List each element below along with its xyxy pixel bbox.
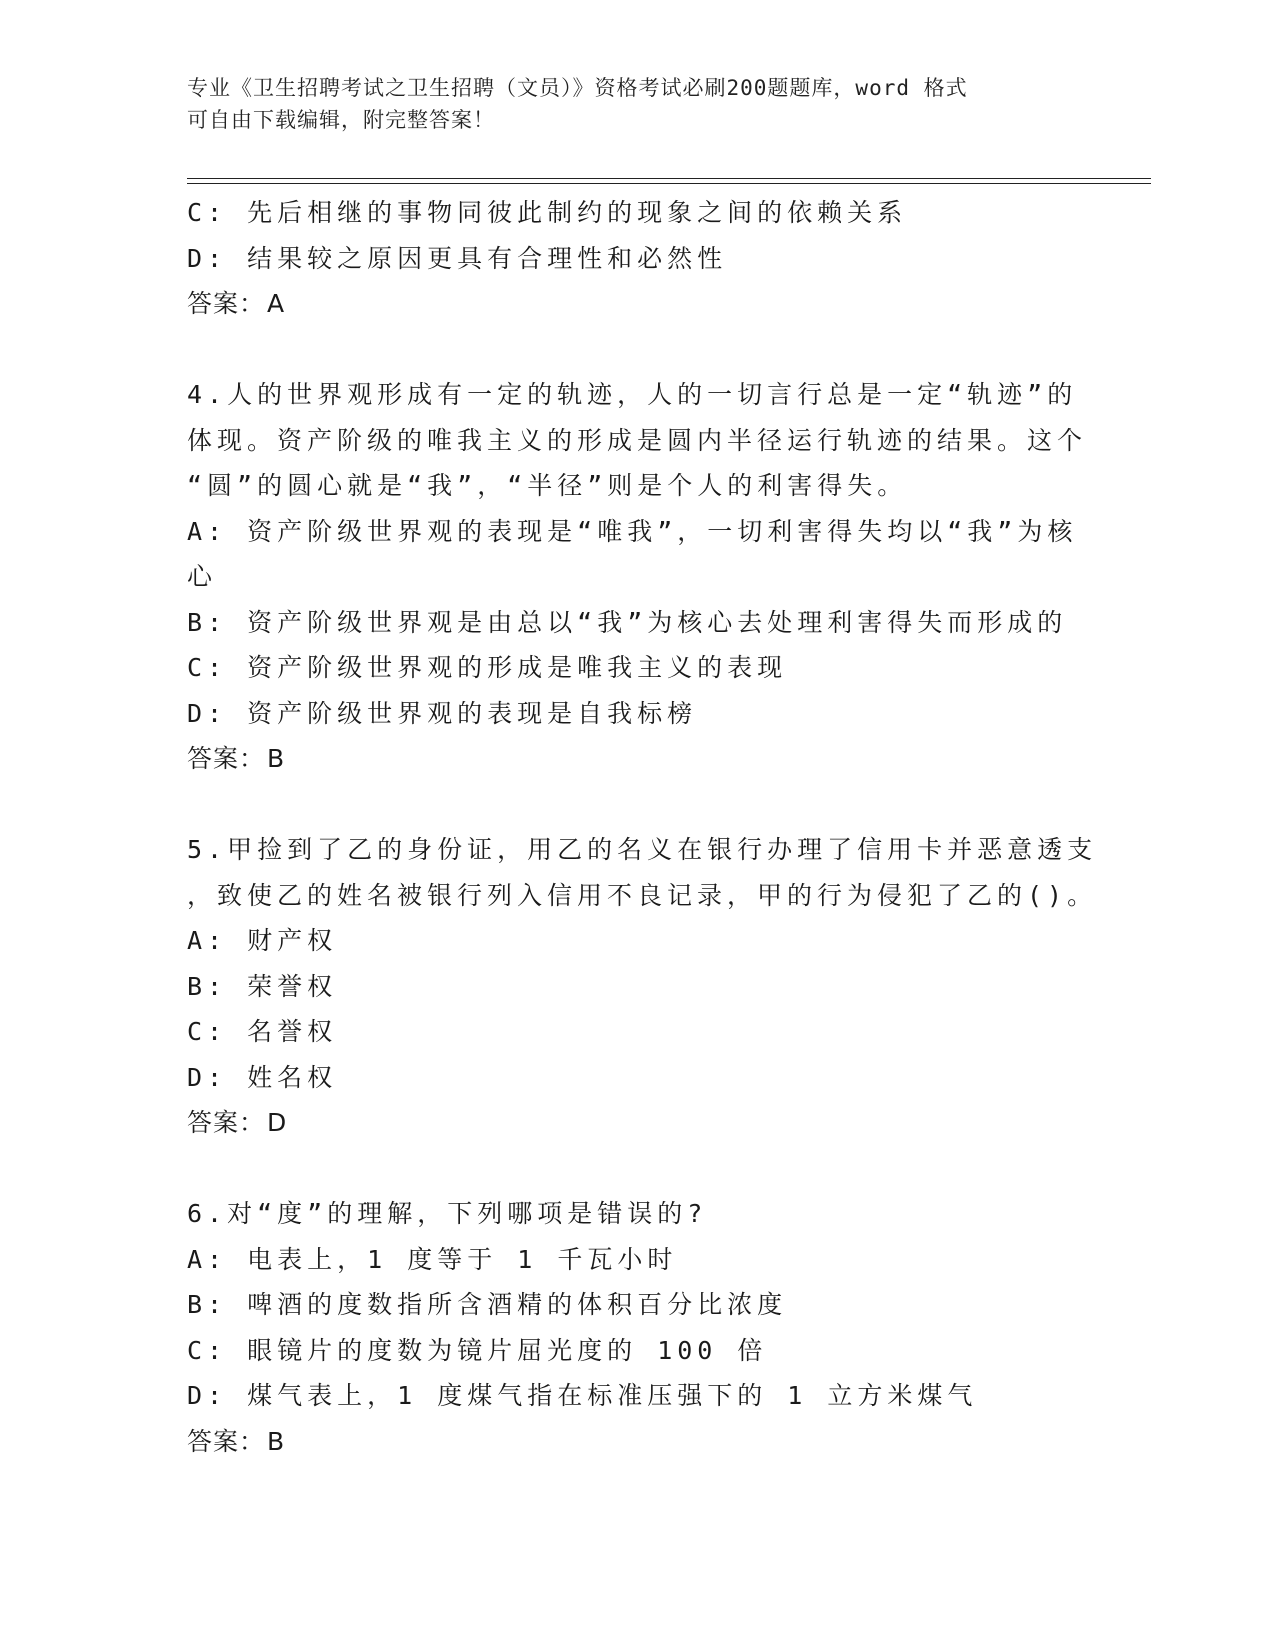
option-d: D: 姓名权 <box>187 1062 338 1092</box>
option-b: B: 荣誉权 <box>187 971 338 1001</box>
question-6 <box>187 1191 1087 1464</box>
option-d: D: 资产阶级世界观的表现是自我标榜 <box>187 698 698 728</box>
option-d: D: 结果较之原因更具有合理性和必然性 <box>187 243 728 273</box>
question-stem-line: 体现。资产阶级的唯我主义的形成是圆内半径运行轨迹的结果。这个 <box>187 425 1088 455</box>
header-title-line-2: 可自由下载编辑，附完整答案！ <box>187 108 495 132</box>
question-stem-line: ，致使乙的姓名被银行列入信用不良记录，甲的行为侵犯了乙的()。 <box>187 880 1098 910</box>
answer-label: 答案： <box>187 1426 266 1456</box>
question-3-continuation <box>187 190 1087 327</box>
option-a-wrap: 心 <box>187 562 218 591</box>
option-a: A: 电表上，1 度等于 1 千瓦小时 <box>187 1244 678 1274</box>
answer-value: A <box>267 289 286 318</box>
option-c: C: 眼镜片的度数为镜片屈光度的 100 倍 <box>187 1335 768 1365</box>
spacer <box>187 1146 1087 1192</box>
answer-label: 答案： <box>187 744 266 773</box>
question-4 <box>187 372 1087 782</box>
answer-line <box>187 736 1087 782</box>
header-title-line-1: 专业《卫生招聘考试之卫生招聘（文员）》资格考试必刷200题题库，word 格式 <box>187 76 968 100</box>
option-c: C: 资产阶级世界观的形成是唯我主义的表现 <box>187 653 788 682</box>
spacer <box>187 782 1087 828</box>
header-divider-top <box>187 178 1151 179</box>
header-divider-bottom <box>187 183 1151 184</box>
document-header <box>187 72 1067 136</box>
option-b: B: 资产阶级世界观是由总以“我”为核心去处理利害得失而形成的 <box>187 607 1068 637</box>
answer-line <box>187 1419 1087 1465</box>
answer-line <box>187 281 1087 327</box>
option-d: D: 煤气表上，1 度煤气指在标准压强下的 1 立方米煤气 <box>187 1381 978 1410</box>
answer-value: B <box>267 744 286 773</box>
option-a: A: 资产阶级世界观的表现是“唯我”，一切利害得失均以“我”为核 <box>187 516 1078 546</box>
question-5 <box>187 827 1098 1146</box>
question-stem-line: 6.对“度”的理解，下列哪项是错误的? <box>187 1199 708 1228</box>
answer-value: B <box>267 1426 286 1456</box>
option-c: C: 名誉权 <box>187 1017 338 1046</box>
spacer <box>187 327 1087 373</box>
option-b: B: 啤酒的度数指所含酒精的体积百分比浓度 <box>187 1290 788 1319</box>
question-stem-line: 5.甲捡到了乙的身份证，用乙的名义在银行办理了信用卡并恶意透支 <box>187 835 1098 864</box>
question-stem-line: 4.人的世界观形成有一定的轨迹，人的一切言行总是一定“轨迹”的 <box>187 380 1078 409</box>
answer-value: D <box>267 1108 288 1137</box>
answer-label: 答案： <box>187 289 266 318</box>
option-c: C: 先后相继的事物同彼此制约的现象之间的依赖关系 <box>187 198 908 227</box>
option-a: A: 财产权 <box>187 926 338 955</box>
answer-line <box>187 1100 1087 1146</box>
question-content <box>187 190 1098 1464</box>
question-stem-line: “圆”的圆心就是“我”，“半径”则是个人的利害得失。 <box>187 471 908 500</box>
answer-label: 答案： <box>187 1108 266 1137</box>
